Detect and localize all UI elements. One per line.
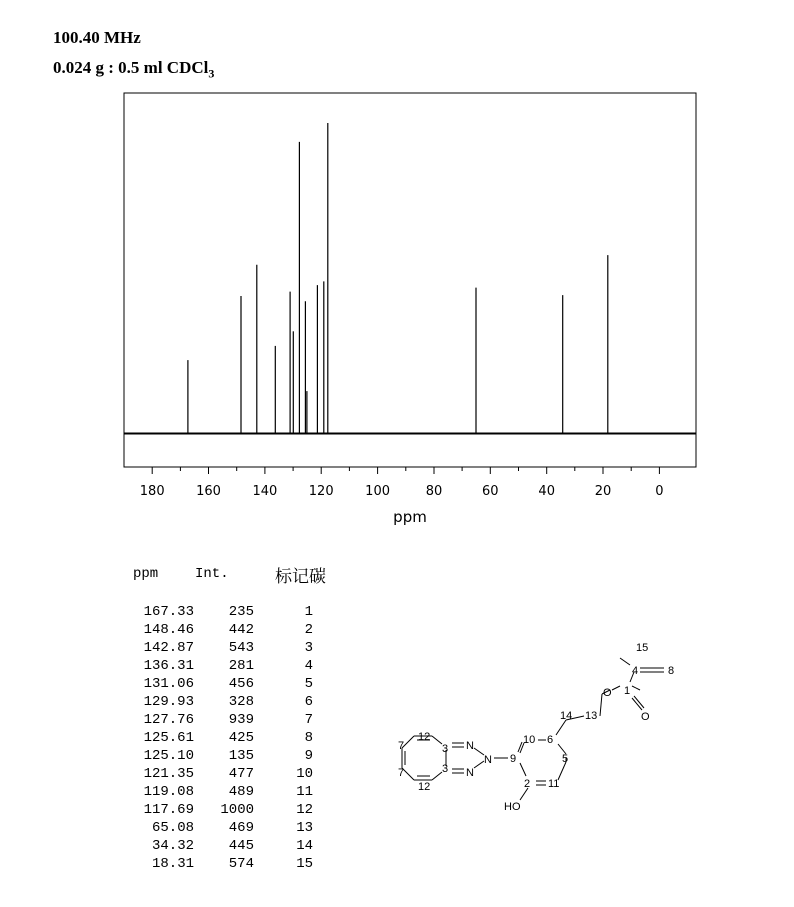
intensity-cell: 456	[228, 676, 254, 692]
atom-label-5: 5	[562, 753, 569, 765]
ppm-cell: 136.31	[143, 658, 194, 674]
carbon-label-cell: 13	[296, 820, 313, 836]
ppm-cell: 34.32	[151, 838, 194, 854]
intensity-cell: 469	[228, 820, 254, 836]
x-axis-label: ppm	[393, 508, 427, 526]
atom-label-2: 2	[524, 778, 531, 790]
intensity-cell: 281	[228, 658, 254, 674]
carbon-label-cell: 9	[304, 748, 313, 764]
intensity-cell: 489	[228, 784, 254, 800]
carbon-label-cell: 10	[296, 766, 313, 782]
table-header-int: Int.	[195, 566, 229, 582]
x-axis-ticks	[140, 467, 664, 499]
atom-label-10: 10	[523, 734, 536, 746]
carbon-label-cell: 5	[304, 676, 313, 692]
atom-label-o-ester: O	[603, 687, 612, 699]
ppm-cell: 148.46	[143, 622, 194, 638]
atom-label-n-center: N	[484, 754, 492, 766]
table-header-carbon: 标记碳	[275, 567, 326, 587]
atom-label-12-top: 12	[418, 731, 431, 743]
intensity-cell: 425	[228, 730, 254, 746]
peaks-group	[188, 123, 608, 433]
atom-label-n-bottom: N	[466, 767, 474, 779]
atom-label-15: 15	[636, 642, 649, 654]
sample-subscript: 3	[208, 66, 215, 81]
frequency-label: 100.40 MHz	[53, 28, 141, 47]
intensity-cell: 442	[228, 622, 254, 638]
intensity-cell: 328	[228, 694, 254, 710]
carbon-label-cell: 15	[296, 856, 313, 872]
x-tick-label: 60	[482, 484, 499, 499]
intensity-cell: 235	[228, 604, 254, 620]
carbon-label-cell: 7	[304, 712, 313, 728]
ppm-cell: 129.93	[143, 694, 194, 710]
intensity-cell: 445	[228, 838, 254, 854]
ppm-cell: 142.87	[143, 640, 194, 656]
atom-label-7-bottom: 7	[398, 767, 405, 779]
atom-label-9: 9	[510, 753, 517, 765]
carbon-label-cell: 14	[296, 838, 313, 854]
atom-label-12-bottom: 12	[418, 781, 431, 793]
x-tick-label: 20	[594, 484, 612, 499]
intensity-cell: 135	[228, 748, 254, 764]
x-tick-label: 100	[365, 484, 391, 499]
carbon-label-cell: 6	[304, 694, 313, 710]
ppm-cell: 125.61	[143, 730, 194, 746]
table-header-ppm: ppm	[133, 566, 159, 582]
ppm-cell: 125.10	[143, 748, 194, 764]
ppm-cell: 65.08	[151, 820, 194, 836]
carbon-label-cell: 8	[304, 730, 313, 746]
atom-label-3-bottom: 3	[442, 763, 449, 775]
atom-label-n-top: N	[466, 740, 474, 752]
carbon-label-cell: 4	[304, 658, 313, 674]
plot-frame	[124, 93, 696, 467]
ppm-cell: 127.76	[143, 712, 194, 728]
x-tick-label: 120	[308, 484, 334, 499]
atom-label-11: 11	[548, 778, 560, 790]
sample-text: 0.024 g : 0.5 ml CDCl	[53, 58, 209, 77]
structure-bonds	[402, 658, 664, 800]
atom-label-o-carbonyl: O	[641, 711, 650, 723]
carbon-label-cell: 3	[304, 640, 313, 656]
intensity-cell: 939	[228, 712, 254, 728]
atom-label-3-top: 3	[442, 743, 449, 755]
x-tick-label: 0	[655, 484, 664, 499]
atom-label-8: 8	[668, 665, 675, 677]
ppm-cell: 131.06	[143, 676, 194, 692]
ppm-cell: 18.31	[151, 856, 194, 872]
ppm-cell: 121.35	[143, 766, 194, 782]
ppm-cell: 117.69	[143, 802, 194, 818]
x-tick-label: 160	[196, 484, 221, 499]
ppm-cell: 119.08	[143, 784, 194, 800]
carbon-label-cell: 1	[304, 604, 313, 620]
intensity-cell: 477	[228, 766, 254, 782]
intensity-cell: 1000	[220, 802, 254, 818]
intensity-cell: 543	[228, 640, 254, 656]
x-tick-label: 40	[538, 484, 555, 499]
ppm-cell: 167.33	[143, 604, 194, 620]
x-tick-label: 140	[252, 484, 278, 499]
molecular-structure	[380, 630, 700, 830]
intensity-cell: 574	[228, 856, 254, 872]
atom-label-14: 14	[560, 710, 573, 722]
atom-label-1: 1	[624, 685, 631, 697]
atom-label-13: 13	[585, 710, 598, 722]
atom-label-6: 6	[547, 734, 554, 746]
carbon-label-cell: 2	[304, 622, 313, 638]
atom-label-7-top: 7	[398, 740, 405, 752]
carbon-label-cell: 12	[296, 802, 313, 818]
carbon-label-cell: 11	[296, 784, 313, 800]
atom-label-ho: HO	[504, 801, 521, 813]
atom-label-4: 4	[632, 665, 639, 677]
x-tick-label: 180	[139, 484, 165, 499]
x-tick-label: 80	[425, 484, 443, 499]
